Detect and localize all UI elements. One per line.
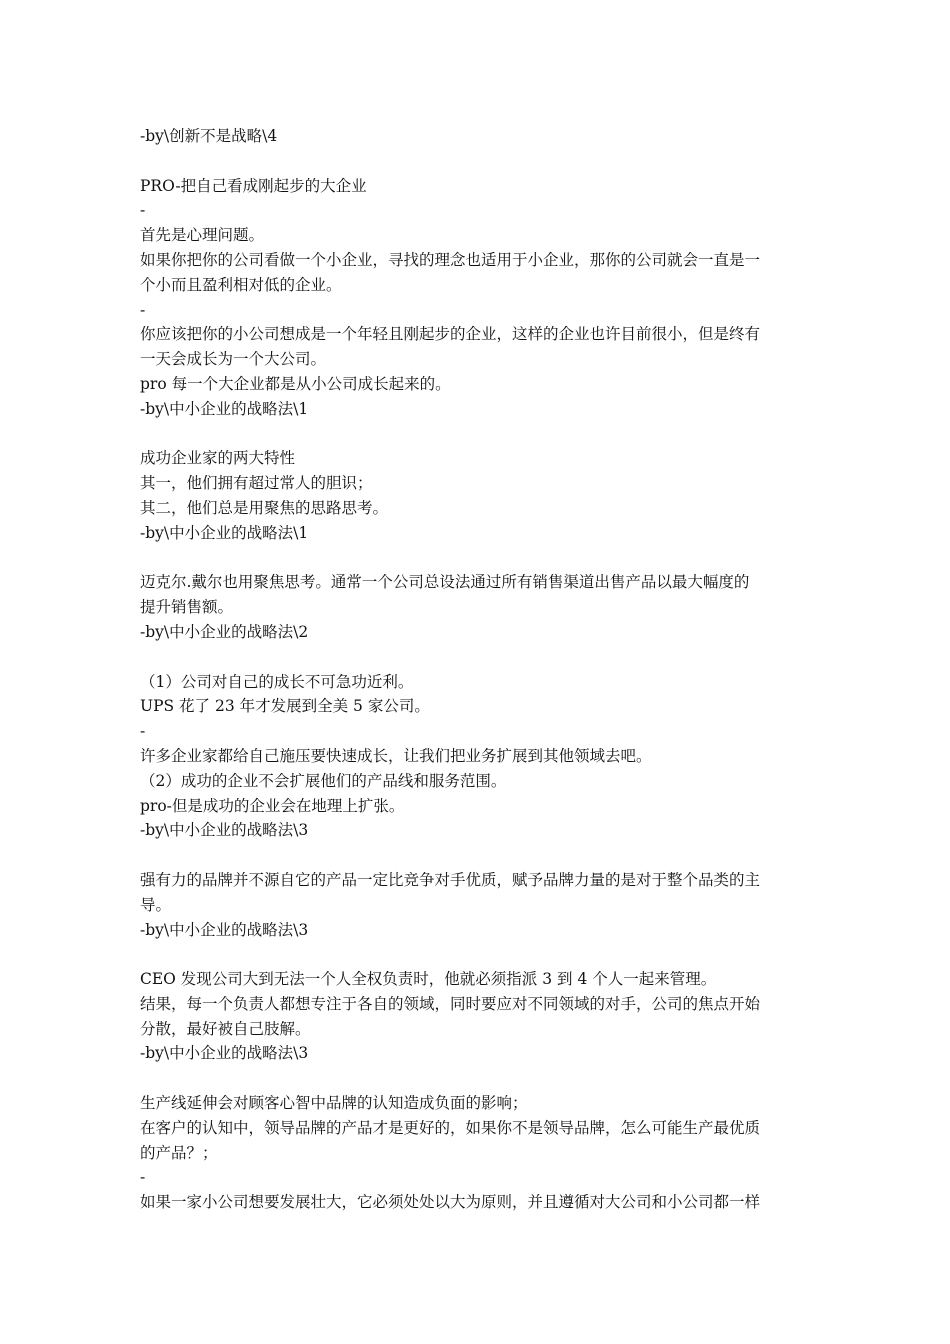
text-line: 成功企业家的两大特性 [140, 449, 296, 468]
blank-line [140, 149, 820, 174]
text-line: 在客户的认知中，领导品牌的产品才是更好的，如果你不是领导品牌，怎么可能生产最优质 [140, 1118, 761, 1137]
text-line: 一天会成长为一个大公司。 [140, 350, 327, 369]
text-line: - [140, 300, 146, 319]
text-line: 导。 [140, 895, 172, 914]
text-line: 生产线延伸会对顾客心智中品牌的认知造成负面的影响； [140, 1094, 528, 1113]
text-line: 分散，最好被自己肢解。 [140, 1019, 311, 1038]
text-line: -by\中小企业的战略法\3 [140, 920, 309, 939]
text-line: 结果，每一个负责人都想专注于各自的领域，同时要应对不同领域的对手，公司的焦点开始 [140, 994, 761, 1013]
text-line: 其一，他们拥有超过常人的胆识； [140, 474, 373, 493]
blank-line [140, 546, 820, 571]
text-line: （2）成功的企业不会扩展他们的产品线和服务范围。 [140, 771, 507, 790]
text-line: 提升销售额。 [140, 598, 234, 617]
text-line: - [140, 201, 146, 220]
text-line: 强有力的品牌并不源自它的产品一定比竞争对手优质，赋予品牌力量的是对于整个品类的主 [140, 870, 761, 889]
text-line: -by\中小企业的战略法\3 [140, 1044, 309, 1063]
text-line: 如果你把你的公司看做一个小企业，寻找的理念也适用于小企业，那你的公司就会一直是一 [140, 250, 761, 269]
text-line: CEO 发现公司大到无法一个人全权负责时，他就必须指派 3 到 4 个人一起来管理。 [140, 970, 717, 989]
text-line: -by\中小企业的战略法\2 [140, 622, 309, 641]
text-line: pro 每一个大企业都是从小公司成长起来的。 [140, 374, 451, 393]
text-line: 个小而且盈利相对低的企业。 [140, 275, 342, 294]
blank-line [140, 1066, 820, 1091]
text-line: -by\中小企业的战略法\1 [140, 523, 309, 542]
text-line: 如果一家小公司想要发展壮大，它必须处处以大为原则，并且遵循对大公司和小公司都一样 [140, 1193, 761, 1212]
text-line: - [140, 722, 146, 741]
text-line: -by\创新不是战略\4 [140, 127, 278, 145]
text-line: -by\中小企业的战略法\1 [140, 399, 309, 418]
text-line: 迈克尔.戴尔也用聚焦思考。通常一个公司总设法通过所有销售渠道出售产品以最大幅度的 [140, 573, 750, 592]
text-line: 其二，他们总是用聚焦的思路思考。 [140, 498, 389, 517]
text-line: - [140, 1168, 146, 1187]
blank-line [140, 942, 820, 967]
text-line: PRO-把自己看成刚起步的大企业 [140, 176, 367, 195]
text-line: UPS 花了 23 年才发展到全美 5 家公司。 [140, 697, 430, 716]
text-line: 你应该把你的小公司想成是一个年轻且刚起步的企业，这样的企业也许目前很小，但是终有 [140, 325, 761, 344]
blank-line [140, 422, 820, 447]
document-body [140, 124, 820, 1215]
text-line: -by\中小企业的战略法\3 [140, 821, 309, 840]
blank-line [140, 843, 820, 868]
text-line: 首先是心理问题。 [140, 226, 265, 245]
blank-line [140, 645, 820, 670]
text-line: pro-但是成功的企业会在地理上扩张。 [140, 796, 405, 815]
text-line: （1）公司对自己的成长不可急功近利。 [140, 672, 414, 691]
text-line: 许多企业家都给自己施压要快速成长，让我们把业务扩展到其他领域去吧。 [140, 746, 652, 765]
text-line: 的产品？； [140, 1143, 218, 1162]
